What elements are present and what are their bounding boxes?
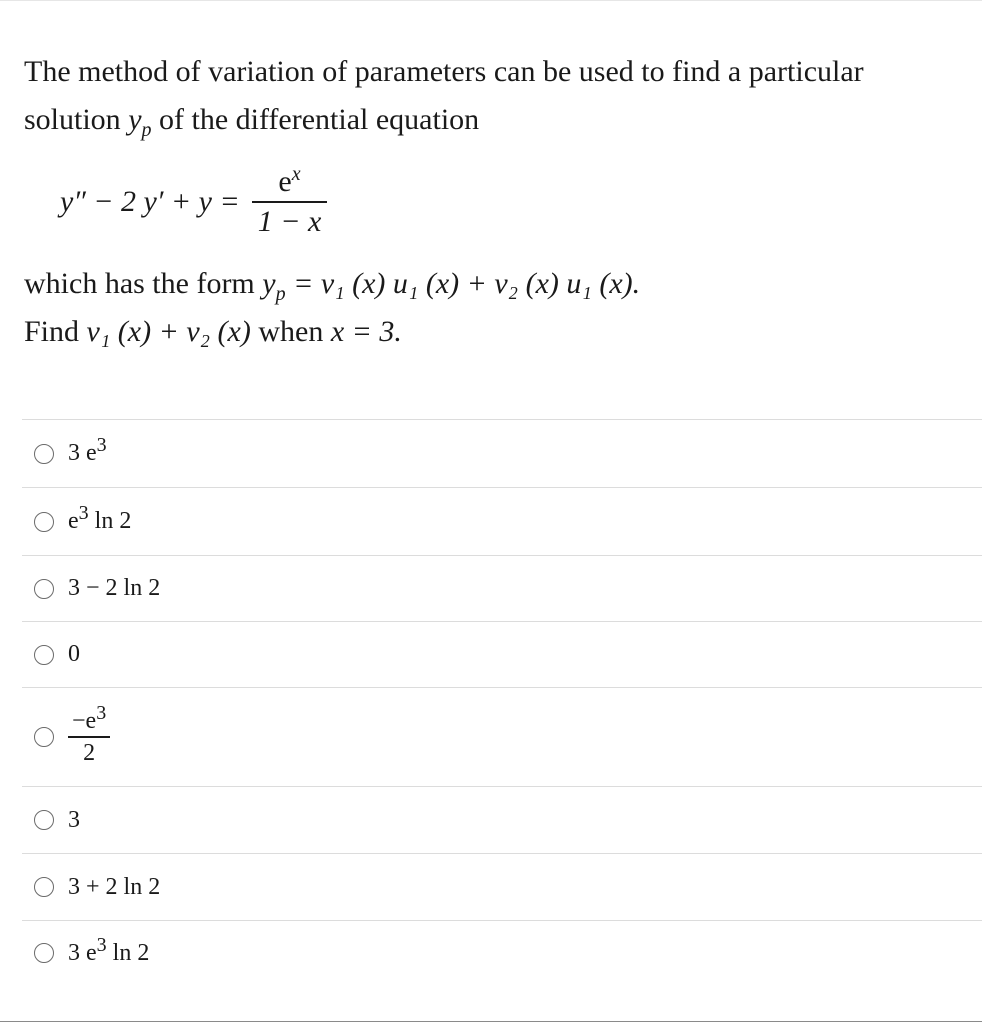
answer-choices (22, 419, 982, 985)
equation-denominator: 1 − x (257, 204, 322, 238)
choice-e[interactable] (22, 687, 982, 786)
radio-button[interactable] (34, 444, 54, 464)
radio-button[interactable] (34, 810, 54, 830)
differential-equation (60, 160, 327, 244)
form-expression: = v₁ (x) u₁ (x) + v₂ (x) u₁ (x). (285, 267, 641, 300)
choice-g[interactable] (22, 853, 982, 920)
equation-numerator-base: e (278, 165, 292, 199)
choice-fraction (68, 702, 110, 768)
choice-label: 3 $e^3$ ln 2 (68, 933, 150, 966)
choice-label: 3 − 2 ln 2 (68, 575, 161, 601)
radio-button[interactable] (34, 579, 54, 599)
choice-fraction-denominator: 2 (83, 739, 96, 766)
radio-button[interactable] (34, 943, 54, 963)
equation-numerator-exponent: x (291, 163, 301, 186)
form-yp-subscript: p (275, 283, 286, 305)
equation-numerator (272, 165, 306, 201)
choice-f[interactable] (22, 786, 982, 853)
choice-label: $e^3$ ln 2 (68, 502, 132, 534)
choice-c[interactable] (22, 555, 982, 621)
form-yp: y (262, 267, 276, 300)
choice-b[interactable] (22, 487, 982, 555)
choice-d[interactable] (22, 621, 982, 687)
question-stem (24, 48, 964, 144)
ask-condition: x = 3. (330, 315, 402, 348)
equation-rhs-fraction (252, 165, 328, 239)
question-line-2-suffix: of the differential equation (151, 103, 480, 136)
question-line-2 (24, 96, 964, 144)
yp-symbol: y (128, 103, 142, 136)
choice-a[interactable] (22, 419, 982, 487)
question-line-1: The method of variation of parameters can be used to find a particular (24, 55, 864, 88)
top-divider (0, 0, 982, 1)
ask-statement (24, 308, 402, 356)
ask-when: when (250, 315, 331, 348)
choice-h[interactable] (22, 920, 982, 985)
form-statement (24, 260, 640, 308)
yp-subscript: p (141, 119, 152, 141)
equation-lhs: y″ − 2 y′ + y = (60, 185, 240, 218)
ask-expression: v₁ (x) + v₂ (x) (86, 315, 251, 348)
radio-button[interactable] (34, 877, 54, 897)
choice-label: 3 (68, 806, 80, 833)
choice-label: 3 $e^3$ (68, 434, 107, 466)
choice-label: 0 (68, 641, 80, 667)
ask-prefix: Find (24, 315, 87, 348)
form-prefix: which has the form (24, 267, 263, 300)
radio-button[interactable] (34, 727, 54, 747)
choice-label: 3 + 2 ln 2 (68, 873, 161, 900)
radio-button[interactable] (34, 645, 54, 665)
choice-fraction-numerator: $-e^3$ (72, 702, 107, 735)
question-line-2-prefix: solution (24, 103, 129, 136)
bottom-divider (0, 1021, 982, 1022)
radio-button[interactable] (34, 512, 54, 532)
